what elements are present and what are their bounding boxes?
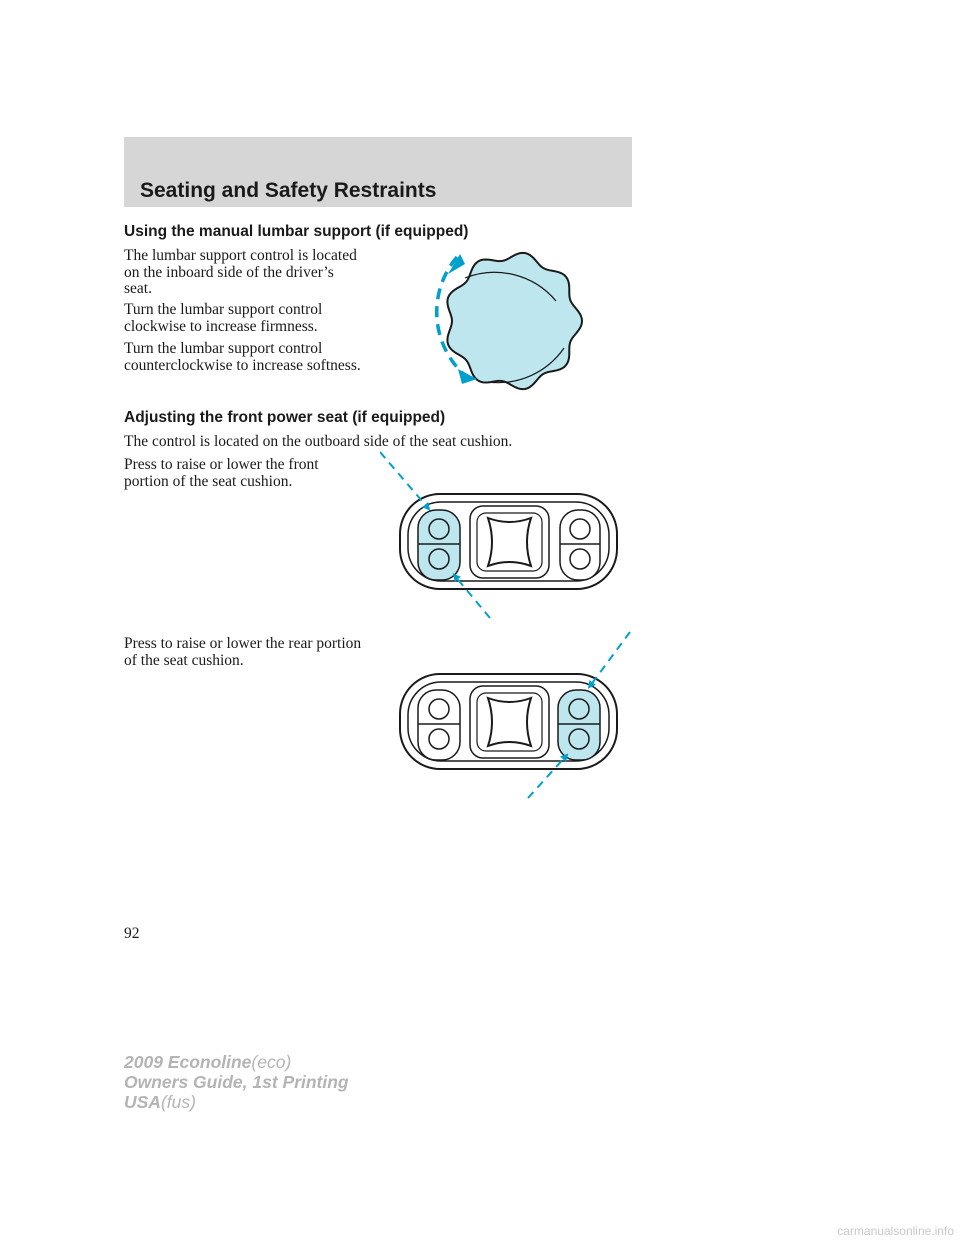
lumbar-paragraph-location: The lumbar support control is located on the inboard side of the driver’s seat. (124, 247, 357, 297)
section-title: Seating and Safety Restraints (140, 179, 437, 202)
seat-control-front-icon (380, 440, 630, 630)
page-number: 92 (124, 925, 140, 942)
footer-line-1 (124, 1053, 291, 1072)
footer-printing: Owners Guide, 1st Printing (124, 1072, 349, 1092)
footer-line-2 (124, 1073, 349, 1092)
power-seat-heading: Adjusting the front power seat (if equipped) (124, 409, 446, 426)
seat-control-rear-icon (380, 620, 635, 810)
footer-market: USA (124, 1092, 161, 1112)
footer-model-code: (eco) (251, 1052, 292, 1072)
lumbar-heading: Using the manual lumbar support (if equipped) (124, 223, 469, 240)
watermark: carmanualsonline.info (837, 1224, 954, 1238)
power-seat-intro: The control is located on the outboard side of the seat cushion. (124, 433, 513, 450)
footer-market-code: (fus) (160, 1092, 196, 1112)
rear-cushion-text: Press to raise or lower the rear portion of the seat cushion. (124, 635, 362, 669)
footer-line-3 (124, 1093, 196, 1112)
footer-model: 2009 Econoline (124, 1052, 252, 1072)
front-cushion-text: Press to raise or lower the front portion of the seat cushion. (124, 456, 319, 490)
section-header-band (124, 137, 632, 207)
lumbar-paragraph-counterclockwise: Turn the lumbar support control counterclockwise to increase softness. (124, 340, 361, 374)
lumbar-paragraph-clockwise: Turn the lumbar support control clockwise to increase firmness. (124, 301, 323, 335)
lumbar-knob-icon (420, 245, 590, 395)
